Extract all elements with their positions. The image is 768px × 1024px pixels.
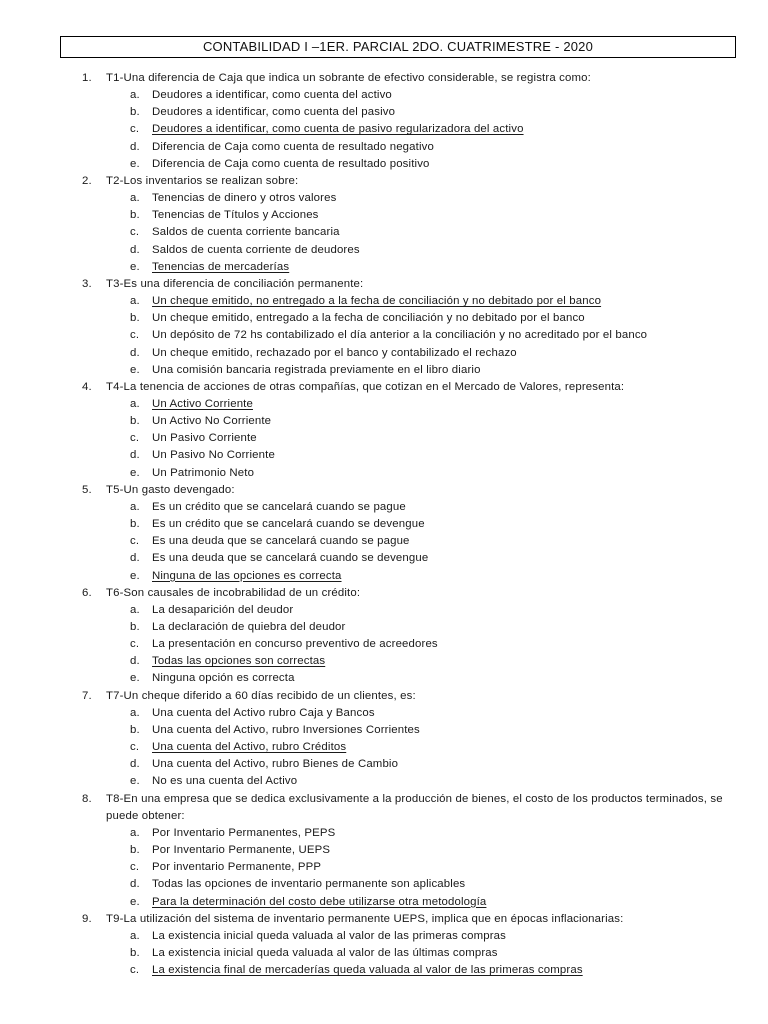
answer-option: [0, 327, 768, 344]
question-item: [0, 688, 768, 791]
question-item: [0, 482, 768, 585]
option-text-underlined: Deudores a identificar, como cuenta de pasivo regularizadora del activo: [152, 123, 524, 136]
answer-option: [0, 859, 768, 876]
option-text: No es una cuenta del Activo: [152, 775, 298, 788]
answer-option: [0, 842, 768, 859]
question-text: T6-Son causales de incobrabilidad de un crédito:: [106, 586, 361, 599]
option-letter: c.: [130, 123, 140, 136]
option-text: La existencia inicial queda valuada al valor de las primeras compras: [152, 929, 506, 942]
answer-option: [0, 516, 768, 533]
question-line: [0, 173, 768, 190]
option-letter: d.: [130, 878, 140, 891]
option-text: Un depósito de 72 hs contabilizado el día anterior a la conciliación y no acreditado por el banco: [152, 329, 648, 342]
option-text: Saldos de cuenta corriente bancaria: [152, 226, 340, 239]
option-letter: e.: [130, 895, 140, 908]
answer-option: [0, 876, 768, 893]
question-line: [0, 791, 768, 825]
answer-option: [0, 722, 768, 739]
question-line: [0, 70, 768, 87]
question-item: [0, 911, 768, 980]
option-letter: e.: [130, 672, 140, 685]
option-text: Tenencias de dinero y otros valores: [152, 192, 337, 205]
option-letter: b.: [130, 106, 140, 119]
option-text: Por Inventario Permanentes, PEPS: [152, 826, 336, 839]
option-text: Un Pasivo No Corriente: [152, 449, 275, 462]
answer-option: [0, 413, 768, 430]
question-text: T9-La utilización del sistema de inventario permanente UEPS, implica que en épocas inflacionarias:: [106, 912, 624, 925]
option-text: Una comisión bancaria registrada previamente en el libro diario: [152, 363, 481, 376]
question-number: 8.: [82, 792, 92, 805]
option-letter: c.: [130, 638, 140, 651]
option-text: Una cuenta del Activo, rubro Inversiones Corrientes: [152, 723, 420, 736]
option-letter: e.: [130, 157, 140, 170]
answer-option: [0, 293, 768, 310]
answer-option: [0, 773, 768, 790]
answer-option: [0, 894, 768, 911]
option-letter: b.: [130, 209, 140, 222]
question-number: 2.: [82, 174, 92, 187]
option-text: Una cuenta del Activo rubro Caja y Bancos: [152, 706, 375, 719]
option-letter: d.: [130, 552, 140, 565]
option-text-underlined: Para la determinación del costo debe utilizarse otra metodología: [152, 895, 487, 908]
answer-option: [0, 345, 768, 362]
option-text-underlined: Ninguna de las opciones es correcta: [152, 569, 342, 582]
option-text: La presentación en concurso preventivo de acreedores: [152, 638, 438, 651]
option-letter: a.: [130, 192, 140, 205]
answer-option: [0, 87, 768, 104]
option-text: Por inventario Permanente, PPP: [152, 861, 322, 874]
option-letter: b.: [130, 621, 140, 633]
option-text: Un cheque emitido, rechazado por el banco y contabilizado el rechazo: [152, 346, 517, 359]
answer-option: [0, 447, 768, 464]
option-letter: a.: [130, 295, 140, 308]
option-letter: a.: [130, 500, 140, 513]
question-item: [0, 585, 768, 688]
option-letter: d.: [130, 140, 140, 153]
option-letter: d.: [130, 243, 140, 256]
option-letter: a.: [130, 826, 140, 839]
answer-option: [0, 430, 768, 447]
document-title: CONTABILIDAD I –1ER. PARCIAL 2DO. CUATRIMESTRE - 2020: [202, 39, 594, 54]
option-letter: d.: [130, 346, 140, 359]
option-text: La declaración de quiebra del deudor: [152, 621, 346, 633]
option-letter: e.: [130, 466, 140, 479]
option-letter: c.: [130, 535, 140, 548]
option-text: Por Inventario Permanente, UEPS: [152, 844, 331, 857]
option-text: Diferencia de Caja como cuenta de resultado negativo: [152, 140, 434, 153]
answer-option: [0, 945, 768, 962]
question-item: [0, 791, 768, 911]
question-item: [0, 70, 768, 173]
question-number: 4.: [82, 380, 92, 393]
answer-option: [0, 602, 768, 619]
answer-option: [0, 362, 768, 379]
question-text: T8-En una empresa que se dedica exclusivamente a la producción de bienes, el costo de los productos terminados, se puede obtener:: [106, 792, 723, 822]
question-number: 7.: [82, 689, 92, 702]
question-item: [0, 173, 768, 276]
option-text: Deudores a identificar, como cuenta del activo: [152, 89, 392, 102]
answer-option: [0, 139, 768, 156]
option-letter: d.: [130, 449, 140, 462]
question-line: [0, 379, 768, 396]
question-text: T2-Los inventarios se realizan sobre:: [106, 174, 299, 187]
question-number: 6.: [82, 586, 92, 599]
answer-option: [0, 619, 768, 636]
option-text: La desaparición del deudor: [152, 603, 294, 616]
option-letter: d.: [130, 655, 140, 668]
answer-option: [0, 224, 768, 241]
option-letter: b.: [130, 312, 140, 325]
question-line: [0, 911, 768, 928]
answer-option: [0, 825, 768, 842]
option-text-underlined: Tenencias de mercaderías: [152, 260, 290, 273]
option-letter: e.: [130, 569, 140, 582]
option-letter: b.: [130, 415, 140, 428]
option-letter: e.: [130, 260, 140, 273]
option-letter: c.: [130, 741, 140, 754]
answer-option: [0, 705, 768, 722]
option-text-underlined: Un Activo Corriente: [152, 397, 253, 410]
question-text: T3-Es una diferencia de conciliación permanente:: [106, 277, 364, 290]
answer-option: [0, 104, 768, 121]
answer-option: [0, 928, 768, 945]
question-text: T1-Una diferencia de Caja que indica un sobrante de efectivo considerable, se registra como:: [106, 72, 591, 84]
option-text: Es una deuda que se cancelará cuando se pague: [152, 535, 410, 548]
option-letter: b.: [130, 844, 140, 857]
question-item: [0, 276, 768, 379]
question-line: [0, 585, 768, 602]
document-title-box: [60, 36, 736, 58]
answer-option: [0, 156, 768, 173]
question-list: [0, 70, 768, 979]
answer-option: [0, 310, 768, 327]
answer-option: [0, 739, 768, 756]
option-letter: e.: [130, 775, 140, 788]
option-text: Es un crédito que se cancelará cuando se devengue: [152, 518, 425, 531]
answer-option: [0, 636, 768, 653]
answer-option: [0, 653, 768, 670]
answer-option: [0, 190, 768, 207]
answer-option: [0, 499, 768, 516]
option-text: Ninguna opción es correcta: [152, 672, 295, 685]
answer-option: [0, 670, 768, 687]
option-letter: c.: [130, 861, 140, 874]
option-text-underlined: Un cheque emitido, no entregado a la fecha de conciliación y no debitado por el banco: [152, 295, 602, 308]
option-text: Deudores a identificar, como cuenta del pasivo: [152, 106, 396, 119]
option-text: Un Activo No Corriente: [152, 415, 272, 428]
option-letter: e.: [130, 363, 140, 376]
answer-option: [0, 962, 768, 979]
option-text-underlined: Una cuenta del Activo, rubro Créditos: [152, 741, 347, 754]
question-number: 5.: [82, 483, 92, 496]
answer-option: [0, 259, 768, 276]
answer-option: [0, 465, 768, 482]
option-letter: c.: [130, 329, 140, 342]
question-number: 1.: [82, 72, 92, 84]
question-line: [0, 276, 768, 293]
option-letter: d.: [130, 758, 140, 771]
answer-option: [0, 550, 768, 567]
answer-option: [0, 242, 768, 259]
answer-option: [0, 756, 768, 773]
option-text: Es un crédito que se cancelará cuando se pague: [152, 500, 406, 513]
option-text: Es una deuda que se cancelará cuando se devengue: [152, 552, 429, 565]
answer-option: [0, 396, 768, 413]
option-letter: a.: [130, 89, 140, 102]
option-text: Un Pasivo Corriente: [152, 432, 257, 445]
answer-option: [0, 121, 768, 138]
answer-option: [0, 533, 768, 550]
option-text: Un Patrimonio Neto: [152, 466, 255, 479]
question-text: T4-La tenencia de acciones de otras compañías, que cotizan en el Mercado de Valores, representa:: [106, 380, 625, 393]
question-item: [0, 379, 768, 482]
option-letter: c.: [130, 226, 140, 239]
option-text: Todas las opciones de inventario permanente son aplicables: [152, 878, 466, 891]
option-letter: b.: [130, 723, 140, 736]
question-text: T5-Un gasto devengado:: [106, 483, 235, 496]
option-letter: b.: [130, 946, 140, 959]
option-text: La existencia inicial queda valuada al valor de las últimas compras: [152, 946, 498, 959]
option-letter: c.: [130, 432, 140, 445]
option-letter: a.: [130, 397, 140, 410]
question-number: 9.: [82, 912, 92, 925]
question-line: [0, 482, 768, 499]
option-letter: a.: [130, 706, 140, 719]
option-text: Un cheque emitido, entregado a la fecha de conciliación y no debitado por el banco: [152, 312, 585, 325]
option-text: Diferencia de Caja como cuenta de resultado positivo: [152, 157, 430, 170]
option-text: Saldos de cuenta corriente de deudores: [152, 243, 360, 256]
option-text-underlined: La existencia final de mercaderías queda valuada al valor de las primeras compras: [152, 964, 583, 977]
question-text: T7-Un cheque diferido a 60 días recibido de un clientes, es:: [106, 689, 416, 702]
question-number: 3.: [82, 277, 92, 290]
option-text: Tenencias de Títulos y Acciones: [152, 209, 319, 222]
answer-option: [0, 207, 768, 224]
option-text: Una cuenta del Activo, rubro Bienes de Cambio: [152, 758, 399, 771]
answer-option: [0, 568, 768, 585]
option-letter: b.: [130, 518, 140, 531]
option-letter: a.: [130, 929, 140, 942]
option-text-underlined: Todas las opciones son correctas: [152, 655, 326, 668]
option-letter: a.: [130, 603, 140, 616]
question-line: [0, 688, 768, 705]
option-letter: c.: [130, 964, 140, 977]
